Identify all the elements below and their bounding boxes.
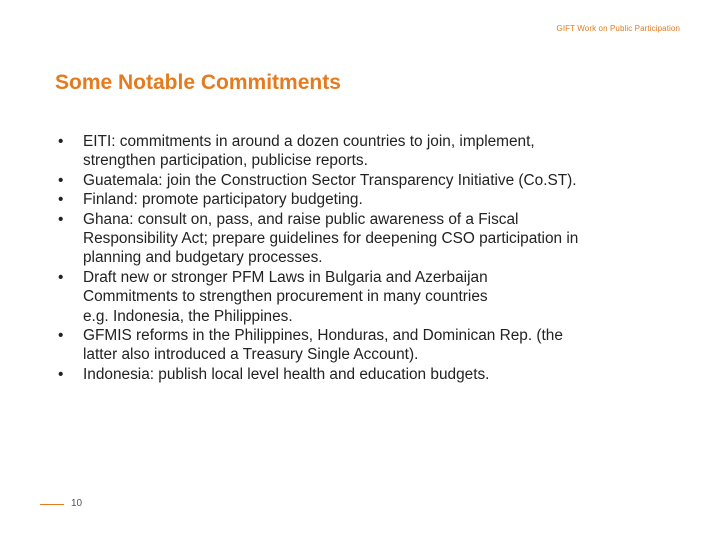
bullet-text-line: EITI: commitments in around a dozen countries to join, implement, [83, 133, 535, 150]
slide-title: Some Notable Commitments [55, 71, 341, 94]
bullet-text-line: planning and budgetary processes. [83, 249, 323, 267]
bullet-dot: • [58, 327, 64, 345]
bullet-item [58, 190, 683, 209]
bullet-text-line: latter also introduced a Treasury Single Account). [83, 346, 419, 364]
bullet-dot: • [58, 365, 64, 383]
bullet-text-line: Finland: promote participatory budgeting. [83, 191, 363, 209]
bullet-dot: • [58, 210, 64, 228]
bullet-item [58, 268, 683, 326]
bullet-item [58, 365, 683, 384]
bullet-text-line: Commitments to strengthen procurement in many countries [83, 288, 488, 306]
bullet-dot: • [58, 133, 64, 150]
bullet-list [58, 132, 683, 384]
bullet-item [58, 171, 683, 190]
bullet-text-line: GFMIS reforms in the Philippines, Honduras, and Dominican Rep. (the [83, 327, 563, 345]
bullet-item [58, 210, 683, 268]
bullet-text-line: Draft new or stronger PFM Laws in Bulgaria and Azerbaijan [83, 268, 488, 286]
bullet-dot: • [58, 191, 64, 209]
header-note: GIFT Work on Public Participation [556, 24, 680, 33]
bullet-item [58, 132, 683, 171]
bullet-text-line: Indonesia: publish local level health and education budgets. [83, 365, 490, 383]
bullet-text-line: strengthen participation, publicise reports. [83, 152, 368, 170]
bullet-text-line: Responsibility Act; prepare guidelines for deepening CSO participation in [83, 230, 579, 248]
footer-rule [40, 504, 64, 505]
bullet-text-line: e.g. Indonesia, the Philippines. [83, 307, 293, 325]
bullet-item [58, 326, 683, 365]
page-number: 10 [71, 498, 83, 509]
bullet-text-line: Guatemala: join the Construction Sector Transparency Initiative (Co.ST). [83, 171, 577, 189]
bullet-dot: • [58, 268, 64, 286]
bullet-text-line: Ghana: consult on, pass, and raise public awareness of a Fiscal [83, 210, 519, 228]
bullet-dot: • [58, 171, 64, 189]
